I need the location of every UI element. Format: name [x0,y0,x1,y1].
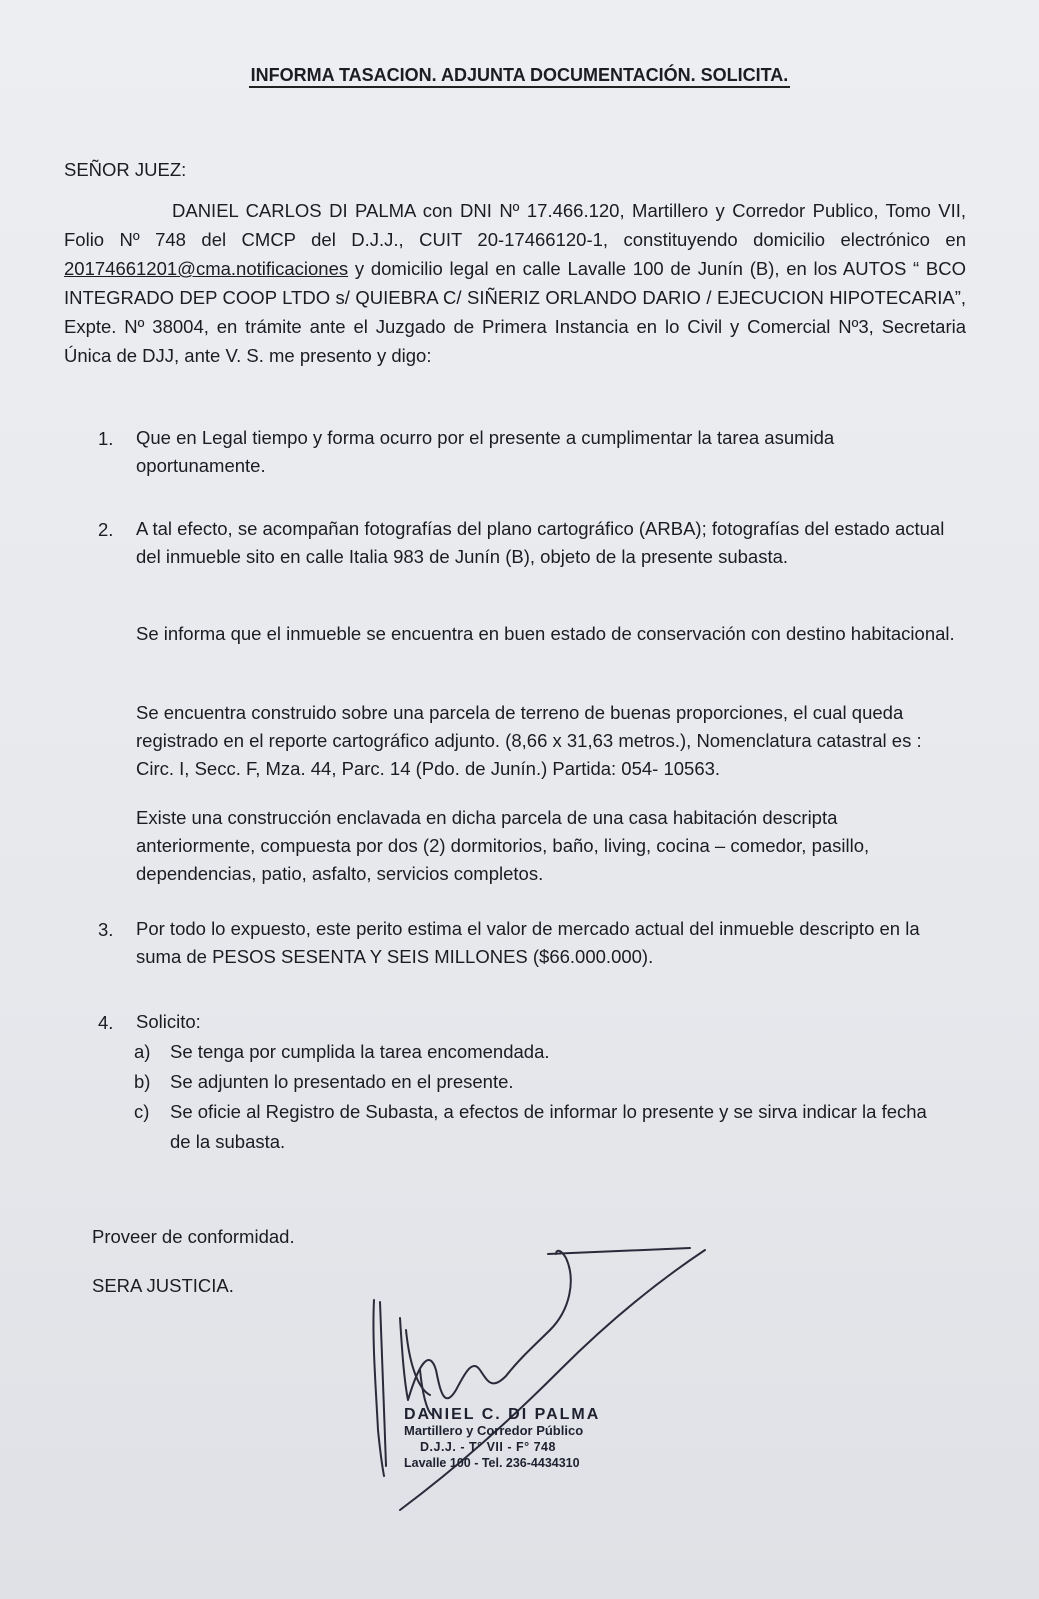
item-number: 4. [98,1012,114,1033]
subitem-a [134,1037,958,1067]
closing-line-2: SERA JUSTICIA. [92,1275,234,1296]
item-text: Por todo lo expuesto, este perito estima el valor de mercado actual del inmueble descripto en la suma de PESOS SESENTA Y SEIS MILLONES ($66.000.000). [136,918,920,967]
salutation: SEÑOR JUEZ: [64,159,187,180]
item-number: 3. [98,919,114,940]
subitem-b [134,1067,958,1097]
item-number: 2. [98,519,114,540]
intro-text-2: y domicilio legal en calle Lavalle 100 de Junín (B), en los AUTOS “ BCO INTEGRADO DEP COOP LTDO s/ QUIEBRA C/ SIÑERIZ ORLANDO DARIO / EJECUCION HIPOTECARIA”, Expte. Nº 38004, en trámite ante el Juzgado de Primera Instancia en lo Civil y Comercial Nº3, Secretaria Única de DJJ, ante V. S. me presento y digo: [64,258,966,366]
paragraph-conservation: Se informa que el inmueble se encuentra en buen estado de conservación con destino habitacional. [136,623,955,644]
item-1 [98,424,958,480]
document-title [0,60,1039,90]
closing-line-1: Proveer de conformidad. [92,1226,295,1247]
handwritten-signature [360,1240,720,1540]
seal-stamp [404,1407,600,1471]
title-text: INFORMA TASACION. ADJUNTA DOCUMENTACIÓN. SOLICITA. [249,65,791,88]
subitem-text: Se adjunten lo presentado en el presente. [170,1071,514,1092]
subitem-text: Se tenga por cumplida la tarea encomendada. [170,1041,550,1062]
subitem-letter: c) [134,1101,150,1122]
stamp-name: DANIEL C. DI PALMA [404,1406,601,1423]
subitem-letter: a) [134,1041,151,1062]
paragraph-parcel: Se encuentra construido sobre una parcela de terreno de buenas proporciones, el cual queda registrado en el reporte cartográfico adjunto. (8,66 x 31,63 metros.), Nomenclatura catastral es : Circ. I, Secc. F, Mza. 44, Parc. 14 (Pdo. de Junín.) Partida: 054- 10563. [136,702,922,779]
intro-text-1: DANIEL CARLOS DI PALMA con DNI Nº 17.466.120, Martillero y Corredor Publico, Tomo VII, Folio Nº 748 del CMCP del D.J.J., CUIT 20-17466120-1, constituyendo domicilio electrónico en [64,200,966,250]
item-3 [98,915,958,971]
stamp-role: Martillero y Corredor Público [404,1423,584,1438]
subitem-c [134,1097,958,1157]
item-number: 1. [98,428,114,449]
paragraph-construction: Existe una construcción enclavada en dicha parcela de una casa habitación descripta anteriormente, compuesta por dos (2) dormitorios, baño, living, cocina – comedor, pasillo, dependencias, patio, asfalto, servicios completos. [136,807,870,884]
stamp-address: Lavalle 100 - Tel. 236-4434310 [404,1456,580,1470]
subitem-text: Se oficie al Registro de Subasta, a efectos de informar lo presente y se sirva indicar la fecha de la subasta. [170,1101,927,1152]
item-text: Que en Legal tiempo y forma ocurro por el presente a cumplimentar la tarea asumida oportunamente. [136,427,835,476]
item-2 [98,515,958,571]
email-address: 20174661201@cma.notificaciones [64,258,349,279]
item-text: Solicito: [136,1011,201,1032]
intro-paragraph [64,196,966,370]
stamp-registry: D.J.J. - T° VII - F° 748 [420,1440,556,1454]
item-4 [98,1008,958,1036]
item-text: A tal efecto, se acompañan fotografías del plano cartográfico (ARBA); fotografías del estado actual del inmueble sito en calle Italia 983 de Junín (B), objeto de la presente subasta. [136,518,945,567]
subitem-letter: b) [134,1071,151,1092]
